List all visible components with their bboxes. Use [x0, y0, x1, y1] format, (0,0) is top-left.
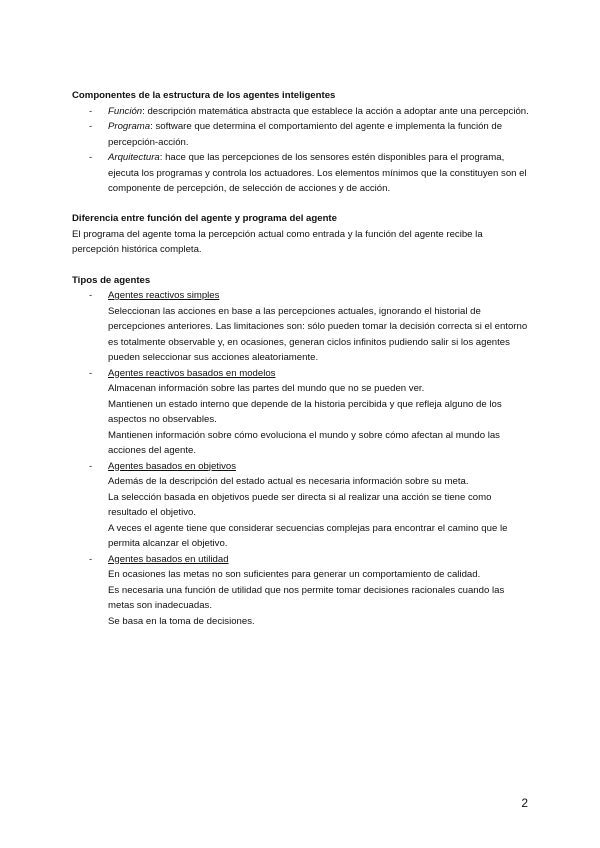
agent-description: Seleccionan las acciones en base a las percepciones actuales, ignorando el historial de percepciones anteriores. Las limitaciones son: sólo pueden tomar la decisión correcta si el entorno es totalmente observable y, en ocasiones, generan ciclos infinitos pudiendo salir si los agentes pueden seleccionar sus acciones aleatoriamente.: [108, 305, 528, 363]
term-programa: Programa: [108, 121, 151, 132]
term-arquitectura: Arquitectura: [108, 152, 160, 163]
agent-item-reactivos-modelos: [72, 366, 532, 459]
agent-description: Además de la descripción del estado actual es necesaria información sobre su meta.: [108, 476, 469, 487]
term-funcion: Función: [108, 105, 143, 117]
page-content: [72, 88, 532, 629]
agent-item-reactivos-simples: [72, 288, 532, 366]
agent-item-objetivos: [72, 459, 532, 552]
page-number: 2: [521, 796, 528, 810]
agent-item-utilidad: [72, 552, 532, 630]
agent-description: La selección basada en objetivos puede ser directa si al realizar una acción se tiene como resultado el objetivo.: [108, 491, 492, 518]
agent-name: - Agentes reactivos simples: [108, 290, 220, 301]
agent-name: - Agentes basados en utilidad: [108, 553, 229, 565]
spacer: [72, 197, 532, 212]
agent-name: - Agentes reactivos basados en modelos: [108, 367, 276, 379]
section-title-componentes: Componentes de la estructura de los agentes inteligentes: [72, 90, 336, 101]
agent-description: Es necesaria una función de utilidad que nos permite tomar decisiones racionales cuando las metas son inadecuadas.: [108, 584, 505, 611]
section-title-tipos: Tipos de agentes: [72, 274, 151, 286]
agent-description: Se basa en la toma de decisiones.: [108, 615, 255, 627]
diferencia-paragraph: El programa del agente toma la percepción actual como entrada y la función del agente recibe la percepción histórica completa.: [72, 228, 483, 255]
agent-description: A veces el agente tiene que considerar secuencias complejas para encontrar el camino que le permita alcanzar el objetivo.: [108, 522, 508, 549]
list-item: [72, 104, 532, 120]
definition-text: : software que determina el comportamiento del agente e implementa la función de percepción-acción.: [108, 121, 503, 148]
tipos-list: [72, 288, 532, 629]
section-title-diferencia: Diferencia entre función del agente y programa del agente: [72, 213, 337, 224]
definition-text: : descripción matemática abstracta que establece la acción a adoptar ante una percepción.: [142, 105, 529, 117]
agent-description: En ocasiones las metas no son suficientes para generar un comportamiento de calidad.: [108, 569, 481, 580]
agent-description: Almacenan información sobre las partes del mundo que no se pueden ver.: [108, 383, 425, 394]
list-item: [72, 119, 532, 150]
agent-description: Mantienen un estado interno que depende de la historia percibida y que refleja alguno de los aspectos no observables.: [108, 398, 502, 425]
list-item: [72, 150, 532, 197]
definition-text: : hace que las percepciones de los sensores estén disponibles para el programa, ejecuta los programas y controla los actuadores. Los elementos mínimos que la constituyen son el componente de percepción, de selección de acciones y de acción.: [108, 152, 527, 194]
agent-name: - Agentes basados en objetivos: [108, 460, 237, 472]
spacer: [72, 258, 532, 273]
agent-description: Mantienen información sobre cómo evoluciona el mundo y sobre cómo afectan al mundo las acciones del agente.: [108, 429, 500, 456]
componentes-list: [72, 104, 532, 197]
